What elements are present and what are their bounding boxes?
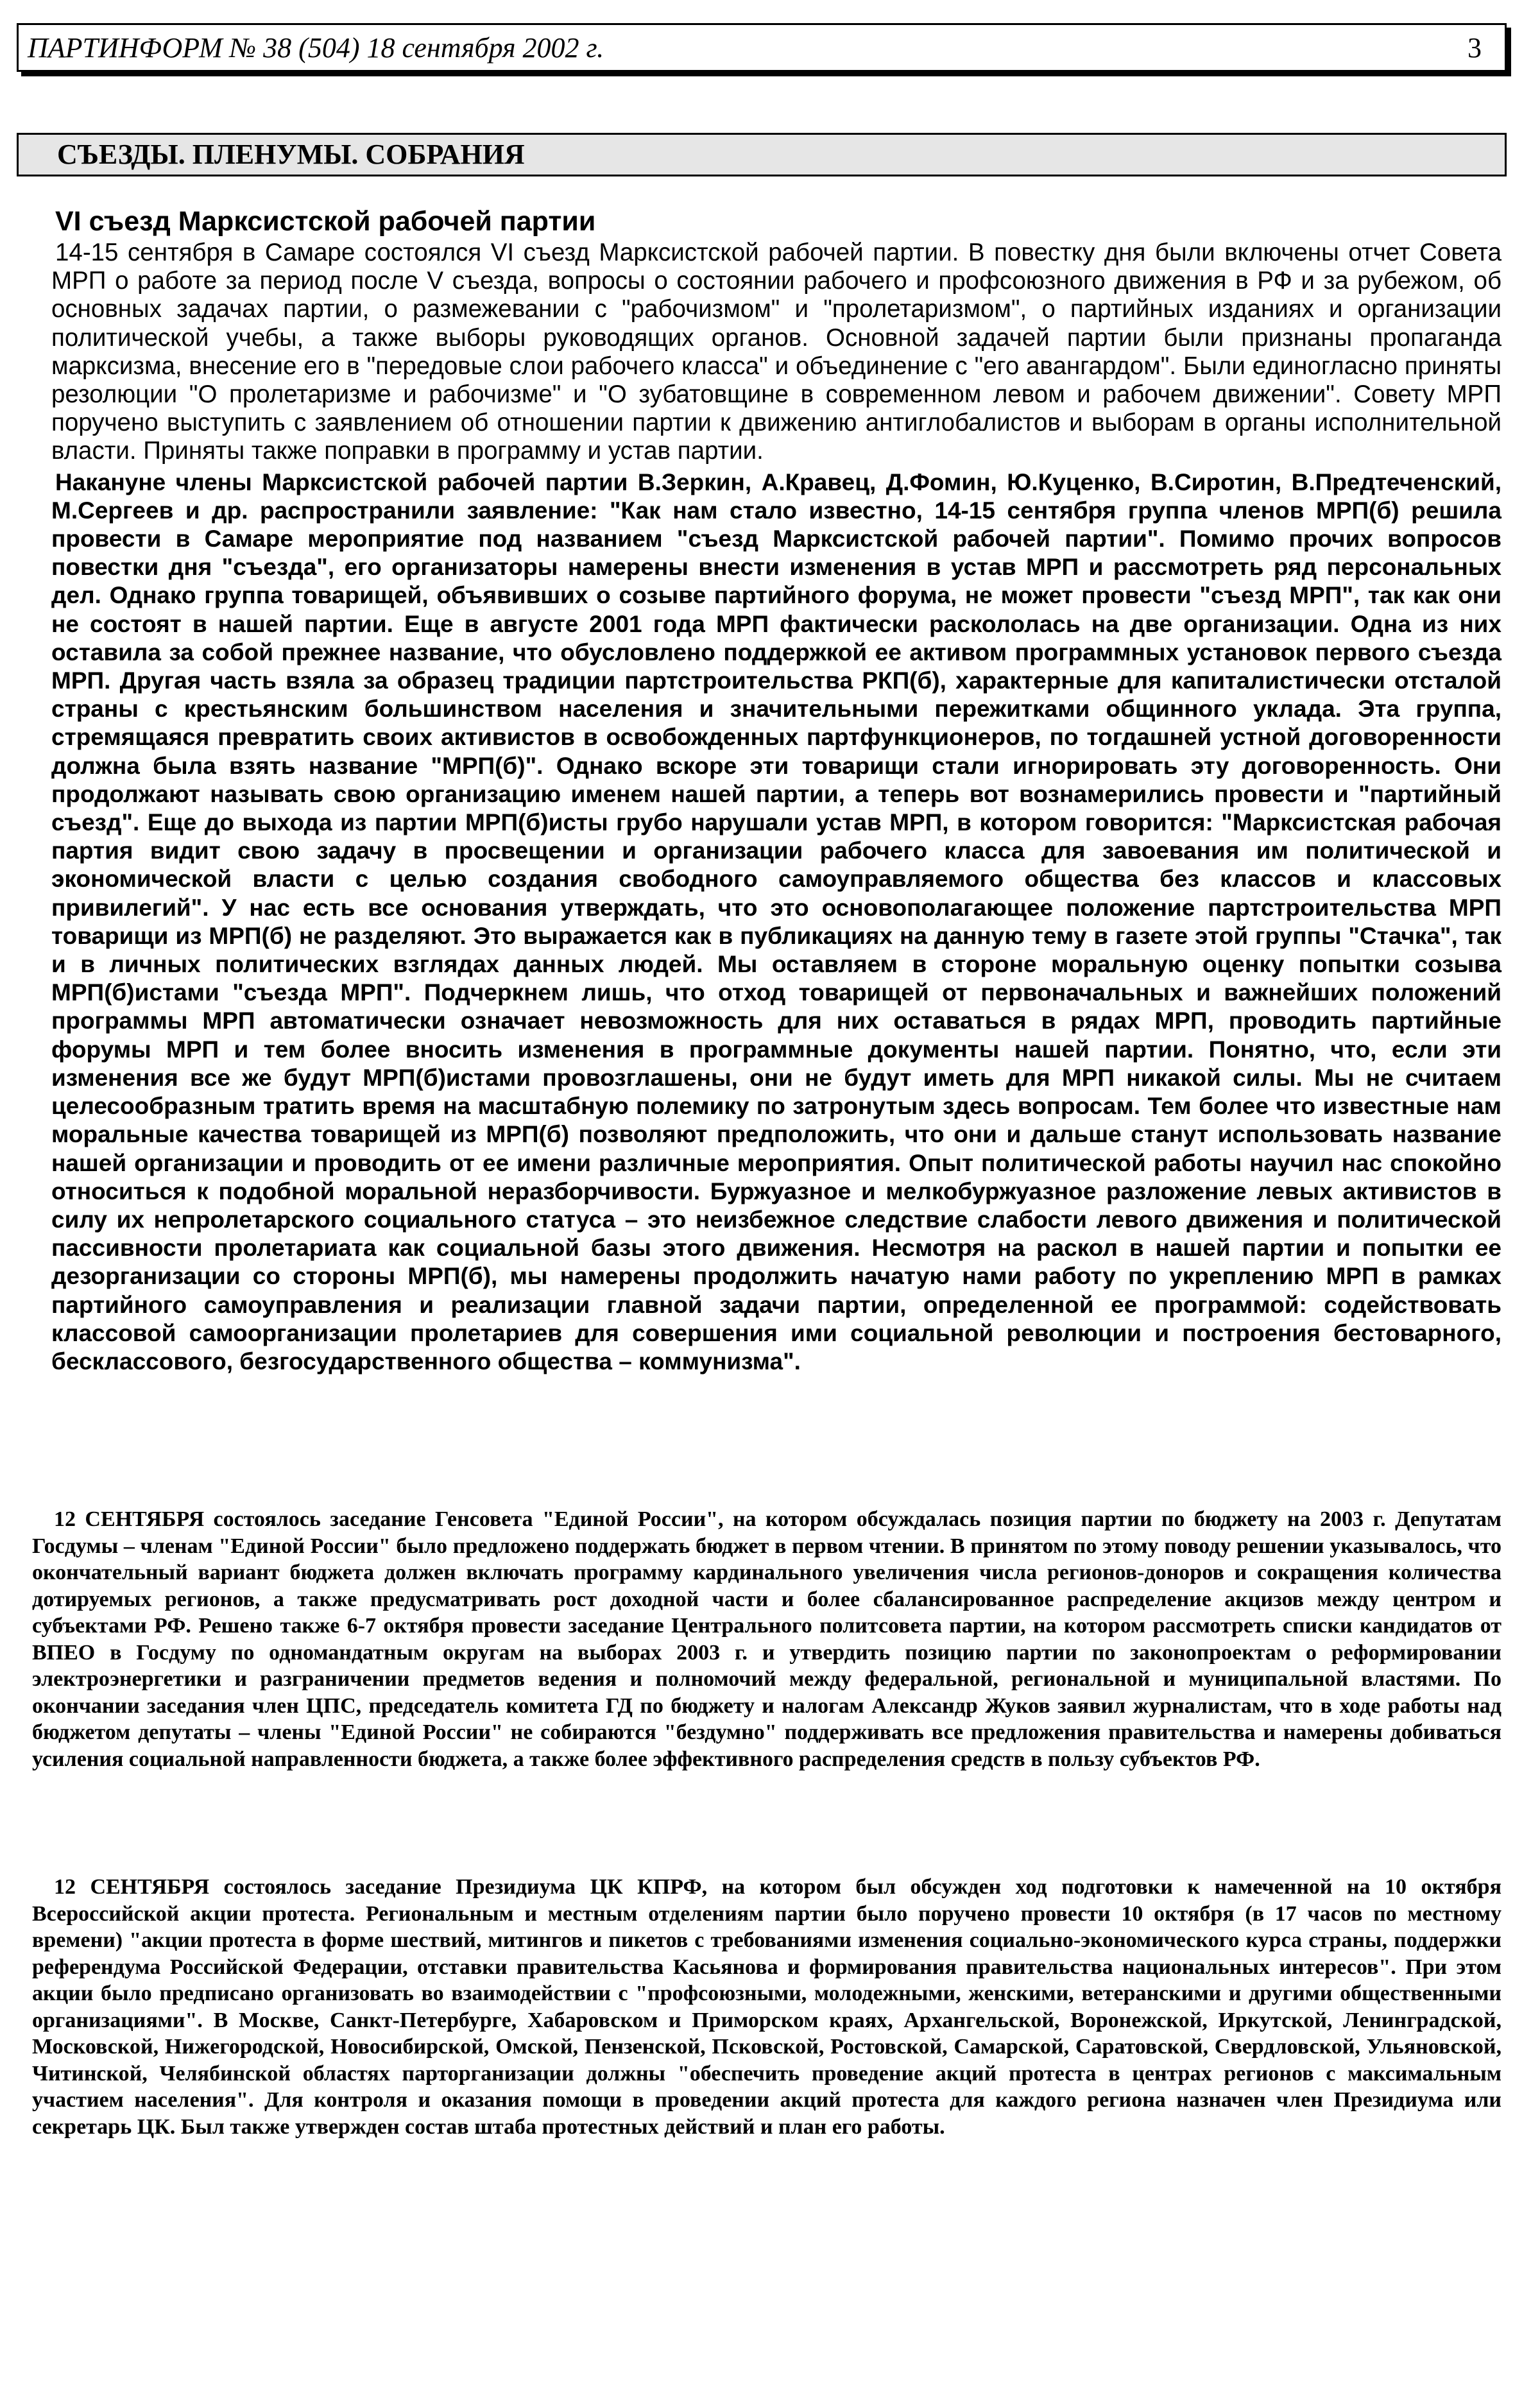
article-title: VI съезд Марксистской рабочей партии <box>55 206 596 237</box>
article-paragraph-2 <box>51 468 1502 1376</box>
section-heading: СЪЕЗДЫ. ПЛЕНУМЫ. СОБРАНИЯ <box>17 133 1507 176</box>
article <box>51 204 1502 1376</box>
publication-title: ПАРТИНФОРМ № 38 (504) 18 сентября 2002 г. <box>28 32 604 64</box>
news-item-1: 12 СЕНТЯБРЯ состоялось заседание Генсовета "Единой России", на котором обсуждалась позиция партии по бюджету на 2003 г. Депутатам Госдумы – членам "Единой России" было предложено поддержать бюджет в первом чтении. В принятом по этому поводу решении указывалось, что окончательный вариант бюджета должен включать программу кардинального увеличения числа регионов-доноров и сокращения количества дотируемых регионов, а также предусматривать рост доходной части и более сбалансированное распределение акцизов между центром и субъектами РФ. Решено также 6-7 октября провести заседание Центрального политсовета партии, на котором рассмотреть списки кандидатов от ВПЕО в Госдуму по одномандатным округам на выборах 2003 г. и утвердить позицию партии по законопроектам о реформировании электроэнергетики и разграничении предметов ведения и полномочий между федеральной, региональной и муниципальной властями. По окончании заседания член ЦПС, председатель комитета ГД по бюджету и налогам Александр Жуков заявил журналистам, что в ходе работы над бюджетом депутаты – члены "Единой России" не собираются "бездумно" поддерживать все предложения правительства и намерены добиваться усиления социальной направленности бюджета, а также более эффективного распределения средств в пользу субъектов РФ. <box>32 1507 1502 1771</box>
news-item-2: 12 СЕНТЯБРЯ состоялось заседание Президиума ЦК КПРФ, на котором был обсужден ход подготовки к намеченной на 10 октября Всероссийской акции протеста. Региональным и местным отделениям партии было поручено провести 10 октября (в 17 часов по местному времени) "акции протеста в форме шествий, митингов и пикетов с требованиями изменения социально-экономического курса страны, поддержки референдума Российской Федерации, отставки правительства Касьянова и формирования правительства национальных интересов". При этом акции было предписано организовать во взаимодействии с "профсоюзными, молодежными, женскими, ветеранскими и другими общественными организациями". В Москве, Санкт-Петербурге, Хабаровском и Приморском краях, Архангельской, Воронежской, Иркутской, Ленинградской, Московской, Нижегородской, Новосибирской, Омской, Пензенской, Псковской, Ростовской, Самарской, Саратовской, Свердловской, Ульяновской, Читинской, Челябинской областях парторганизации должны "обеспечить проведение акций протеста в центрах регионов с максимальным участием населения". Для контроля и оказания помощи в проведении акций протеста для каждого региона назначен член Президиума или секретарь ЦК. Был также утвержден состав штаба протестных действий и план его работы. <box>32 1875 1502 2139</box>
article-paragraph-1 <box>51 239 1502 466</box>
article-paragraph-1-text: 14-15 сентября в Самаре состоялся VI съезд Марксистской рабочей партии. В повестку дня были включены отчет Совета МРП о работе за период после V съезда, вопросы о состоянии рабочего и профсоюзного движения в РФ и за рубежом, об основных задачах партии, о размежевании с "рабочизмом" и "пролетаризмом", о партийных изданиях и организации политической учебы, а также выборы руководящих органов. Основной задачей партии были признаны пропаганда марксизма, внесение его в "передовые слои рабочего класса" и объединение с "его авангардом". Были единогласно приняты резолюции "О пролетаризме и рабочизме" и "О зубатовщине в современном левом и рабочем движении". Совету МРП поручено выступить с заявлением об отношении партии к движению антиглобалистов и выборам в органы исполнительной власти. Приняты также поправки в программу и устав партии. <box>51 239 1502 465</box>
page-header <box>17 23 1507 72</box>
page-number: 3 <box>1467 32 1482 64</box>
article-paragraph-2-text: Накануне члены Марксистской рабочей партии В.Зеркин, А.Кравец, Д.Фомин, Ю.Куценко, В.Сиротин, В.Предтеченский, М.Сергеев и др. распространили заявление: "Как нам стало известно, 14-15 сентября группа членов МРП(б) решила провести в Самаре мероприятие под названием "съезд Марксистской рабочей партии". Помимо прочих вопросов повестки дня "съезда", его организаторы намерены внести изменения в устав МРП и рассмотреть ряд персональных дел. Однако группа товарищей, объявивших о созыве партийного форума, не может провести "съезд МРП", так как они не состоят в нашей партии. Еще в августе 2001 года МРП фактически раскололась на две организации. Одна из них оставила за собой прежнее название, что обусловлено поддержкой ее активом программных установок первого съезда МРП. Другая часть взяла за образец традиции партстроительства РКП(б), характерные для капиталистически отсталой страны с крестьянским большинством населения и значительными пережитками общинного уклада. Эта группа, стремящаяся превратить своих активистов в освобожденных партфункционеров, по тогдашней устной договоренности должна была взять название "МРП(б)". Однако вскоре эти товарищи стали игнорировать эту договоренность. Они продолжают называть свою организацию именем нашей партии, а теперь вот вознамерились провести и "партийный съезд". Еще до выхода из партии МРП(б)исты грубо нарушали устав МРП, в котором говорится: "Марксистская рабочая партия видит свою задачу в просвещении и организации рабочего класса для завоевания им политической и экономической власти с целью создания свободного самоуправляемого общества без классов и классовых привилегий". У нас есть все основания утверждать, что это основополагающее положение партстроительства МРП товарищи из МРП(б) не разделяют. Это выражается как в публикациях на данную тему в газете этой группы "Стачка", так и в личных политических взглядах данных людей. Мы оставляем в стороне моральную оценку попытки созыва МРП(б)истами "съезда МРП". Подчеркнем лишь, что отход товарищей от первоначальных и важнейших положений программы МРП автоматически означает невозможность для них оставаться в рядах МРП, проводить партийные форумы МРП и тем более вносить изменения в программные документы нашей партии. Понятно, что, если эти изменения все же будут МРП(б)истами провозглашены, они не будут иметь для МРП никакой силы. Мы не считаем целесообразным тратить время на масштабную полемику по затронутым здесь вопросам. Тем более что известные нам моральные качества товарищей из МРП(б) позволяют предположить, что они и дальше станут использовать название нашей организации и проводить от ее имени различные мероприятия. Опыт политической работы научил нас спокойно относиться к подобной моральной неразборчивости. Буржуазное и мелкобуржуазное разложение левых активистов в силу их непролетарского социального статуса – это неизбежное следствие слабости левого движения и политической пассивности пролетариата как социальной базы этого движения. Несмотря на раскол в нашей партии и попытки ее дезорганизации со стороны МРП(б), мы намерены продолжить начатую нами работу по укреплению МРП в рамках партийного самоуправления и реализации главной задачи партии, определенной ее программой: содействовать классовой самоорганизации пролетариев для совершения ими социальной революции и построения бестоварного, бесклассового, безгосударственного общества – коммунизма". <box>51 468 1502 1375</box>
